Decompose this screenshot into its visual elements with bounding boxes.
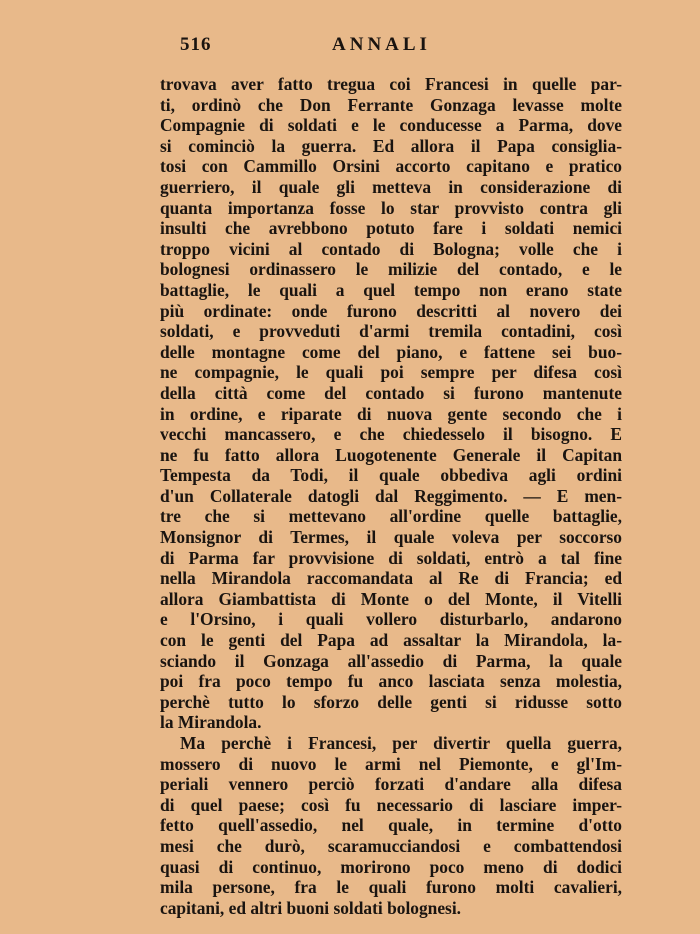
text-line: mossero di nuovo le armi nel Piemonte, e gl'Im- bbox=[160, 753, 622, 774]
text-line: tre che si mettevano all'ordine quelle battaglie, bbox=[160, 506, 622, 527]
text-line: di Parma far provvisione di soldati, entrò a tal fine bbox=[160, 547, 622, 568]
text-line: ne fu fatto allora Luogotenente Generale il Capitan bbox=[160, 444, 622, 465]
text-line: poi fra poco tempo fu anco lasciata senza molestia, bbox=[160, 671, 622, 692]
text-line: e l'Orsino, i quali vollero disturbarlo, andarono bbox=[160, 609, 622, 630]
text-line: bolognesi ordinassero le milizie del contado, e le bbox=[160, 259, 622, 280]
text-line: soldati, e provveduti d'armi tremila contadini, così bbox=[160, 321, 622, 342]
text-line: tosi con Cammillo Orsini accorto capitano e pratico bbox=[160, 156, 622, 177]
text-line: guerriero, il quale gli metteva in considerazione di bbox=[160, 176, 622, 197]
text-line: della città come del contado si furono mantenute bbox=[160, 382, 622, 403]
text-line: quanta importanza fosse lo star provvisto contra gli bbox=[160, 197, 622, 218]
text-line: trovava aver fatto tregua coi Francesi in quelle par- bbox=[160, 74, 622, 94]
text-line: insulti che avrebbono potuto fare i soldati nemici bbox=[160, 218, 622, 239]
text-line: Monsignor di Termes, il quale volevа per soccorso bbox=[160, 527, 622, 548]
text-line: ti, ordinò che Don Ferrante Gonzaga levasse molte bbox=[160, 94, 622, 115]
text-line: quasi di continuo, morirono poco meno di dodici bbox=[160, 856, 622, 877]
running-title: ANNALI bbox=[332, 34, 431, 55]
text-line: Compagnie di soldati e le conducesse a Parma, dove bbox=[160, 115, 622, 136]
text-line: di quel paese; così fu necessario di lasciare imper- bbox=[160, 794, 622, 815]
text-line: la Mirandola. bbox=[160, 712, 262, 733]
text-line: nella Mirandola raccomandata al Re di Francia; ed bbox=[160, 568, 622, 589]
text-line: perchè tutto lo sforzo delle genti si ridusse sotto bbox=[160, 691, 622, 712]
text-line: si cominciò la guerra. Ed allora il Papa consiglia- bbox=[160, 135, 622, 156]
text-line: mila persone, fra le quali furono molti cavalieri, bbox=[160, 877, 622, 898]
text-line: con le genti del Papa ad assaltar la Mirandola, la- bbox=[160, 630, 622, 651]
text-line: più ordinate: onde furono descritti al novero dei bbox=[160, 300, 622, 321]
page-number: 516 bbox=[180, 34, 212, 55]
text-line: capitani, ed altri buoni soldati bolognesi. bbox=[160, 897, 462, 918]
text-line: d'un Collaterale datogli dal Reggimento. — E men- bbox=[160, 485, 622, 506]
page-header bbox=[160, 34, 620, 58]
text-line: delle montagne come del piano, e fattene sei buo- bbox=[160, 341, 622, 362]
body-text bbox=[160, 74, 622, 918]
text-line: battaglie, le quali a quel tempo non erano state bbox=[160, 279, 622, 300]
text-line: mesi che durò, scaramucciandosi e combattendosi bbox=[160, 835, 622, 856]
text-line: in ordine, e riparate di nuova gente secondo che i bbox=[160, 403, 622, 424]
text-line: allora Giambattista di Monte o del Monte, il Vitelli bbox=[160, 588, 622, 609]
text-line: sciando il Gonzaga all'assedio di Parma, la quale bbox=[160, 650, 622, 671]
text-line: fetto quell'assedio, nel quale, in termine d'otto bbox=[160, 815, 622, 836]
text-line: Tempesta da Todi, il quale obbediva agli ordini bbox=[160, 465, 622, 486]
text-line: periali vennero perciò forzati d'andare alla difesa bbox=[160, 774, 622, 795]
text-line: vecchi mancassero, e che chiedesselo il bisogno. E bbox=[160, 424, 622, 445]
text-line: Ma perchè i Francesi, per divertir quella guerra, bbox=[180, 733, 622, 753]
text-line: troppo vicini al contado di Bologna; volle che i bbox=[160, 238, 622, 259]
text-line: ne compagnie, le quali poi sempre per difesa così bbox=[160, 362, 622, 383]
